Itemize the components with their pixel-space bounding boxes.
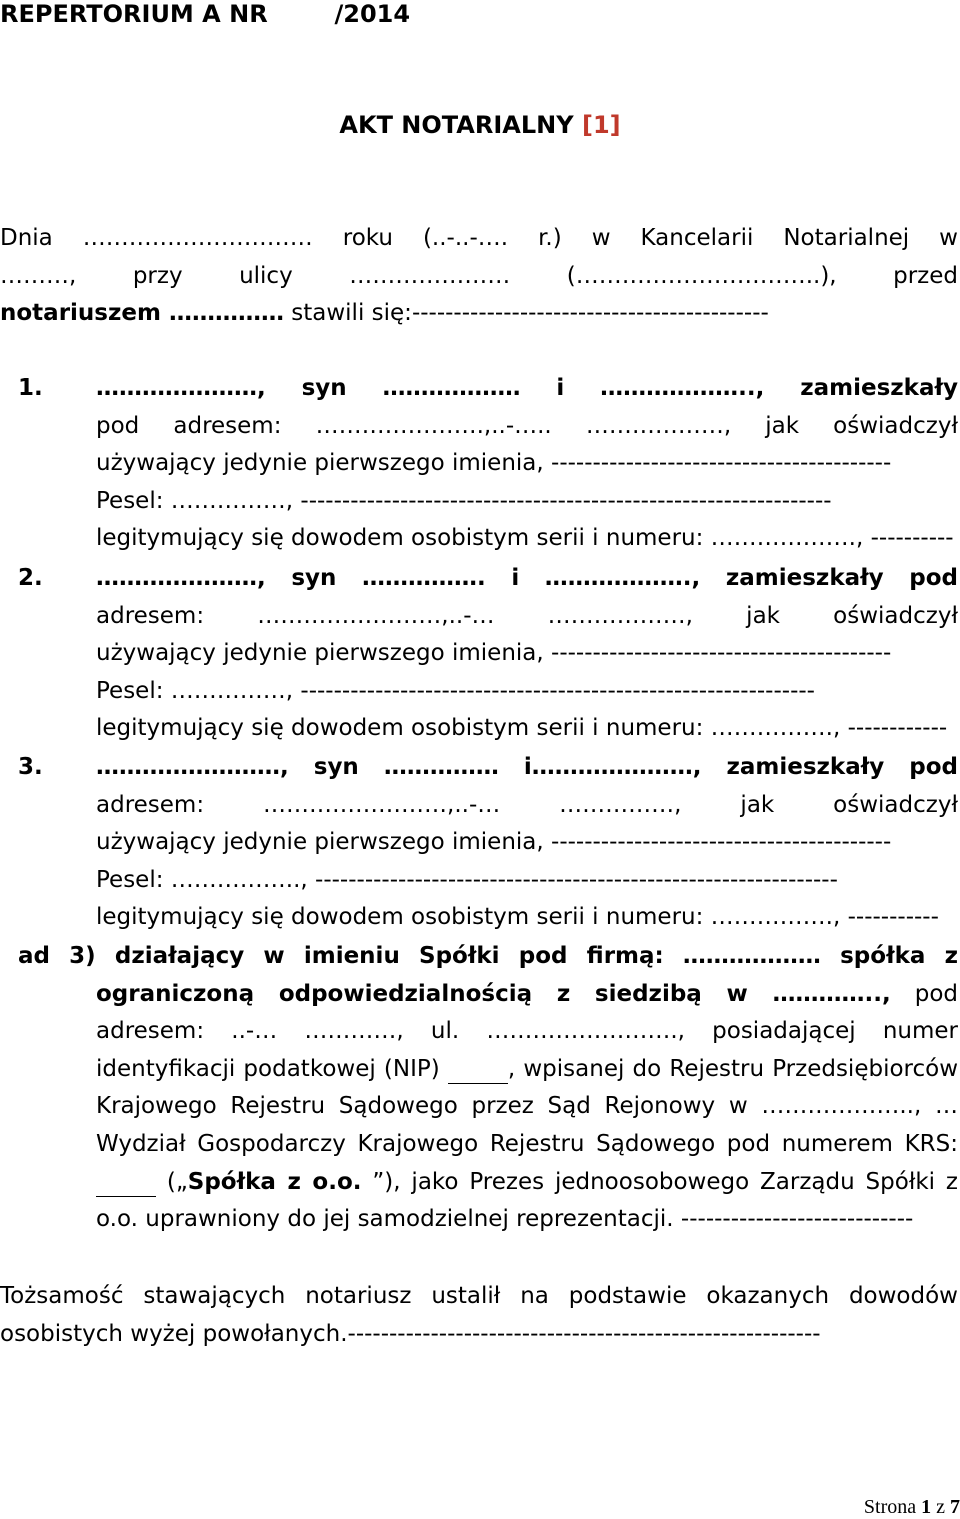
party-name-use-line: używający jedynie pierwszego imienia, -----------------------------------------: [96, 640, 892, 667]
nip-blank[interactable]: [448, 1055, 508, 1084]
company-line-3: adresem: ..-… …………, ul. ……………………., posiadającej numer: [96, 1018, 958, 1045]
document-title: [0, 110, 960, 140]
party-pesel-line: Pesel: ……………, ----------------------------------------------------------------: [96, 487, 832, 514]
party-number: 2.: [18, 565, 43, 591]
identity-paragraph: [0, 1278, 958, 1353]
intro-paragraph: [0, 220, 958, 333]
repertorium-header: REPERTORIUM A NR /2014: [0, 0, 411, 28]
company-line-8: o.o. uprawniony do jej samodzielnej reprezentacji. ----------------------------: [96, 1206, 914, 1233]
party-name-line: …………………, syn ……………… i ……………….., zamieszkały: [96, 375, 958, 401]
party-name-line: …………………, syn ……………. i ………………., zamieszkały pod: [96, 565, 958, 591]
party-name-line: ……………………, syn …………… i…………………, zamieszkały pod: [96, 754, 958, 780]
identity-line-2: osobistych wyżej powołanych.---------------------------------------------------------: [0, 1320, 821, 1347]
title-text: AKT NOTARIALNY: [339, 111, 582, 139]
party-3: [18, 749, 958, 937]
page-number: Strona 1 z 7: [863, 1496, 960, 1518]
footnote-reference[interactable]: [1]: [581, 111, 621, 139]
party-address-line: adresem: ……………………,..-… ……………, jak oświadczył: [96, 791, 958, 818]
company-line-7: („Spółka z o.o. ”), jako Prezes jednoosobowego Zarządu Spółki z: [96, 1164, 958, 1202]
party-address-line: pod adresem: ………………….,..-….. ………………, jak oświadczył: [96, 412, 958, 439]
intro-line-3: notariuszem …………… stawili się:-------------------------------------------: [0, 300, 769, 327]
party-name-use-line: używający jedynie pierwszego imienia, -----------------------------------------: [96, 450, 892, 477]
party-pesel-line: Pesel: …………….., ---------------------------------------------------------------: [96, 866, 838, 893]
intro-line-1: Dnia ………………………… roku (..-..-…. r.) w Kancelarii Notarialnej w: [0, 225, 958, 251]
party-number: 1.: [18, 375, 43, 401]
party-pesel-line: Pesel: ……………, --------------------------------------------------------------: [96, 677, 815, 704]
company-line-2: ograniczoną odpowiedzialnością z siedzibą w ………….., pod: [96, 980, 958, 1007]
party-id-line: legitymujący się dowodem osobistym serii i numeru: ………………., ----------: [96, 525, 954, 552]
company-line-4: identyfikacji podatkowej (NIP) , wpisanej do Rejestru Przedsiębiorców: [96, 1051, 958, 1089]
krs-blank[interactable]: [96, 1168, 156, 1197]
party-address-line: adresem: ……………………,..-… ………………, jak oświadczył: [96, 602, 958, 629]
company-line-1: ad 3) działający w imieniu Spółki pod firmą: ……………… spółka z: [18, 943, 958, 969]
intro-line-2: ………, przy ulicy ………………… (…………………………..), przed: [0, 262, 958, 289]
party-name-use-line: używający jedynie pierwszego imienia, -----------------------------------------: [96, 829, 892, 856]
company-line-6: Wydział Gospodarczy Krajowego Rejestru Sądowego pod numerem KRS:: [96, 1130, 958, 1157]
company-representation: [18, 938, 958, 1239]
company-line-5: Krajowego Rejestru Sądowego przez Sąd Rejonowy w ……………….., …: [96, 1093, 958, 1120]
identity-line-1: Tożsamość stawających notariusz ustalił na podstawie okazanych dowodów: [0, 1283, 958, 1309]
party-number: 3.: [18, 754, 43, 780]
party-id-line: legitymujący się dowodem osobistym serii i numeru: ……………., ------------: [96, 715, 948, 742]
party-2: [18, 560, 958, 748]
party-1: [18, 370, 958, 558]
party-id-line: legitymujący się dowodem osobistym serii i numeru: ……………., -----------: [96, 904, 939, 931]
